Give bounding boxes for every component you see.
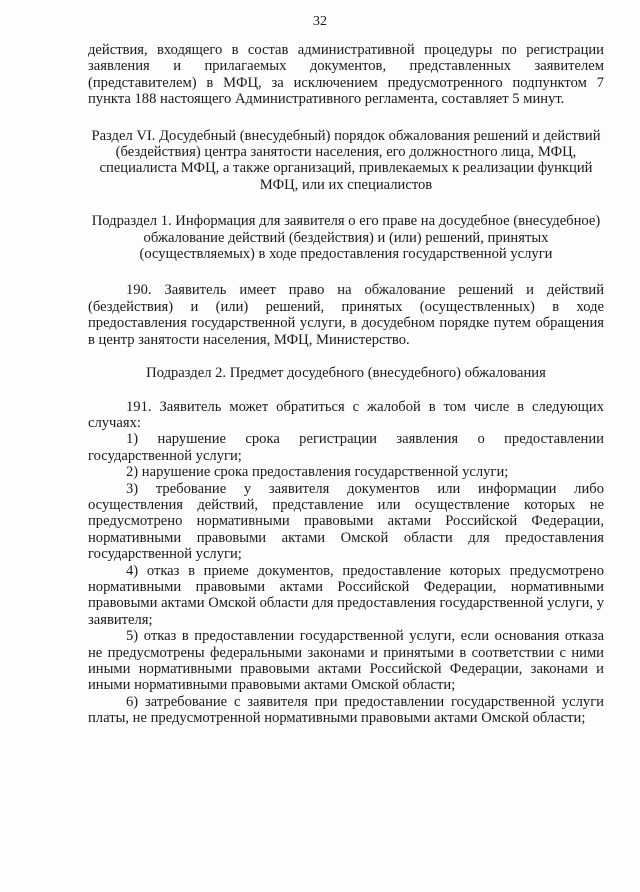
list-item: 2) нарушение срока предоставления государственной услуги; [126,464,509,481]
list-item: 4) отказ в приеме документов, предоставление которых предусмотрено нормативными правовыми актами Российской Федерации, нормативными правовыми актами Омской области для предоставления государственной услуги, у заявителя; [88,562,604,628]
list-item: 1) нарушение срока регистрации заявления о предоставлении государственной услуги; [88,431,604,464]
subsection-2-heading: Подраздел 2. Предмет досудебного (внесудебного) обжалования [146,365,546,382]
paragraph-190: 190. Заявитель имеет право на обжалование решений и действий (бездействия) и (или) решений, принятых (осуществленных) в ходе предоставления государственной услуги, в досудебном порядке путем обращения в центр занятости населения, МФЦ, Министерство. [88,282,604,348]
page-number: 32 [313,14,327,29]
list-item: 6) затребование с заявителя при предоставлении государственной услуги платы, не предусмотренной нормативными правовыми актами Омской области; [88,693,604,727]
list-item: 3) требование у заявителя документов или информации либо осуществления действий, представление или осуществление которых не предусмотрено нормативными правовыми актами Российской Федерации, нормативными правовыми актами Омской области для предоставления государственной услуги; [88,480,604,563]
section-heading: Раздел VI. Досудебный (внесудебный) порядок обжалования решений и действий (бездействия) центра занятости населения, его должностного лица, МФЦ, специалиста МФЦ, а также организаций, привлекаемых к реализации функций МФЦ, или их специалистов [91,127,601,193]
intro-paragraph: действия, входящего в состав административной процедуры по регистрации заявления и прилагаемых документов, представленных заявителем (представителем) в МФЦ, за исключением предусмотренного подпунктом 7 пункта 188 настоящего Административного регламента, составляет 5 минут. [88,42,604,108]
list-item: 5) отказ в предоставлении государственной услуги, если основания отказа не предусмотрены федеральными законами и принятыми в соответствии с ними иными нормативными правовыми актами Российской Федерации, законами и иными нормативными правовыми актами Омской области; [88,628,604,694]
paragraph-191: 191. Заявитель может обратиться с жалобой в том числе в следующих случаях: [88,398,604,431]
document-body [88,42,604,727]
subsection-1-heading: Подраздел 1. Информация для заявителя о его праве на досудебное (внесудебное) обжалование действий (бездействия) и (или) решений, принятых (осуществляемых) в ходе предоставления государственной услуги [91,213,601,263]
